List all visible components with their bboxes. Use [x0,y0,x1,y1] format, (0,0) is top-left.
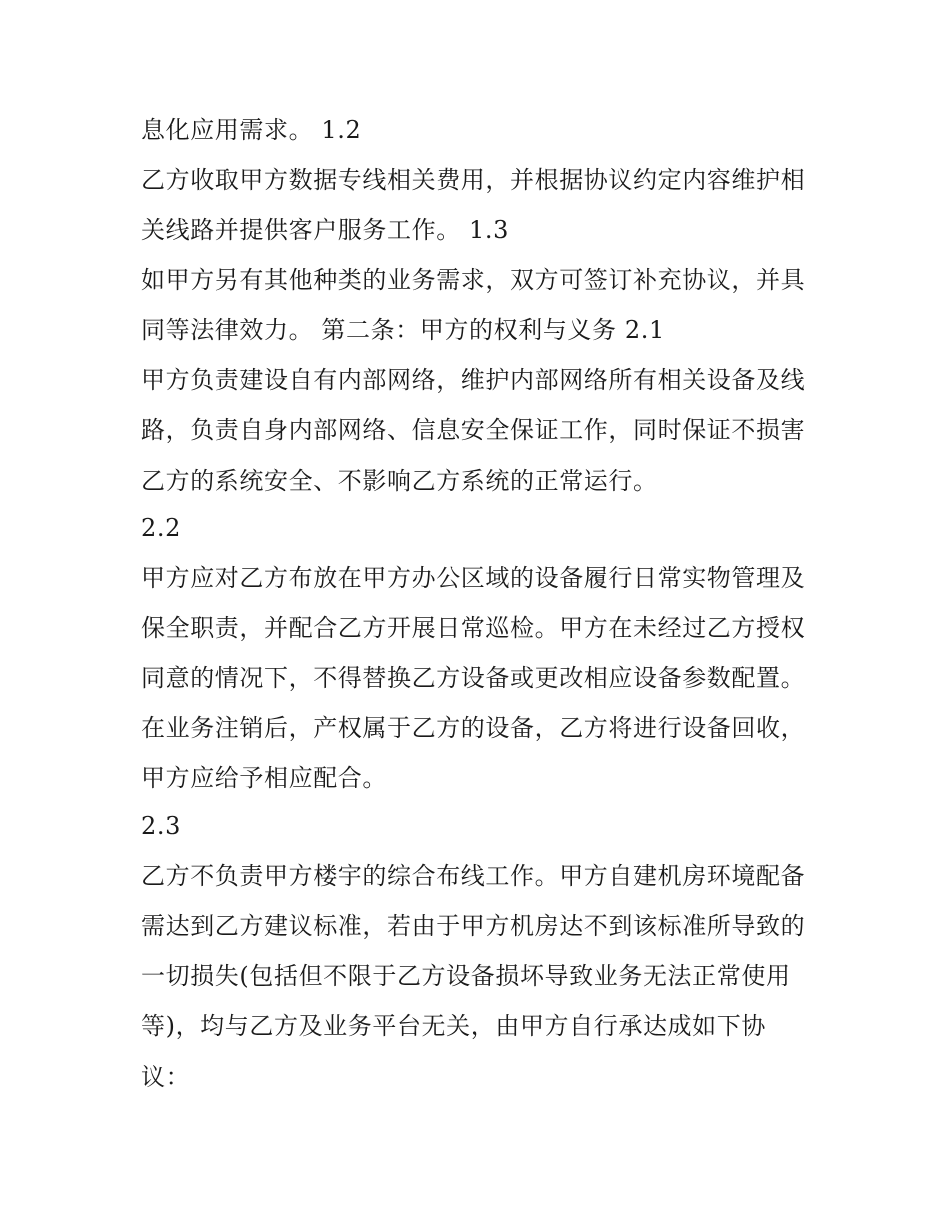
text-line-19: 等)，均与乙方及业务平台无关，由甲方自行承达成如下协 [141,1012,766,1040]
text-line-20: 议： [141,1063,191,1091]
text-line-13: 在业务注销后，产权属于乙方的设备，乙方将进行设备回收， [141,714,806,742]
text-line-1: 息化应用需求。 1.2 [141,116,362,144]
text-line-7: 路，负责自身内部网络、信息安全保证工作，同时保证不损害 [141,416,806,444]
text-line-14: 甲方应给予相应配合。 [141,764,387,792]
text-line-16: 乙方不负责甲方楼宇的综合布线工作。甲方自建机房环境配备 [141,862,806,890]
text-line-18: 一切损失(包括但不限于乙方设备损坏导致业务无法正常使用 [141,962,791,990]
section-number-2-3: 2.3 [141,812,181,840]
text-line-6: 甲方负责建设自有内部网络，维护内部网络所有相关设备及线 [141,366,806,394]
text-line-4: 如甲方另有其他种类的业务需求，双方可签订补充协议，并具 [141,266,806,294]
text-line-11: 保全职责，并配合乙方开展日常巡检。甲方在未经过乙方授权 [141,614,806,642]
section-number-2-2: 2.2 [141,514,181,542]
text-line-17: 需达到乙方建议标准，若由于甲方机房达不到该标准所导致的 [141,912,806,940]
text-line-8: 乙方的系统安全、不影响乙方系统的正常运行。 [141,467,658,495]
text-line-5: 同等法律效力。 第二条：甲方的权利与义务 2.1 [141,316,665,344]
text-line-10: 甲方应对乙方布放在甲方办公区域的设备履行日常实物管理及 [141,564,806,592]
text-line-3: 关线路并提供客户服务工作。 1.3 [141,216,509,244]
text-line-2: 乙方收取甲方数据专线相关费用，并根据协议约定内容维护相 [141,166,806,194]
text-line-12: 同意的情况下，不得替换乙方设备或更改相应设备参数配置。 [141,664,806,692]
